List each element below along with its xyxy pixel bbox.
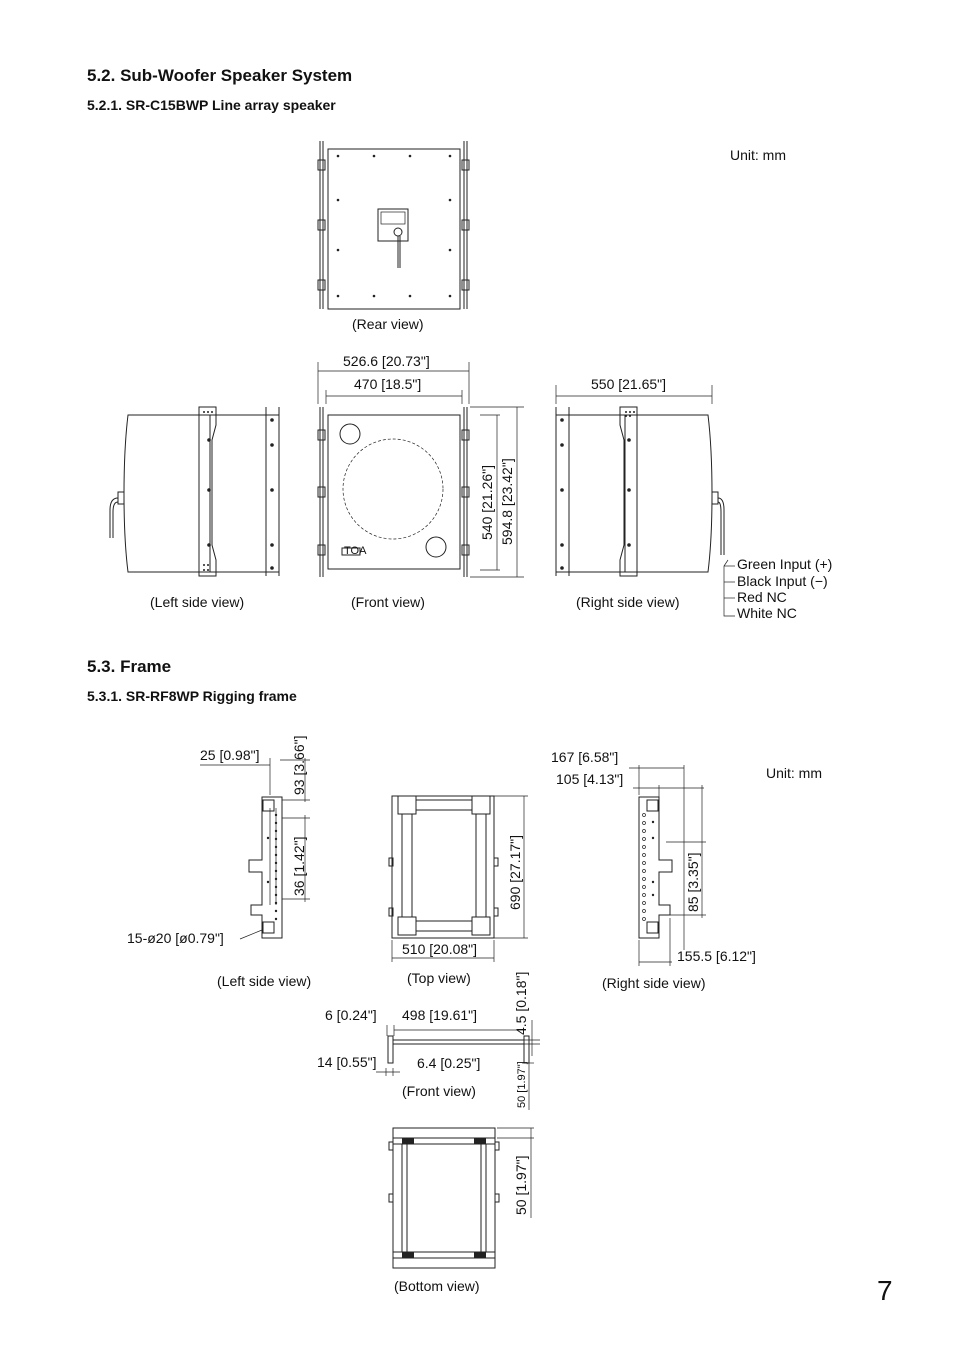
dim-label-36: 36 [1.42"] [291, 836, 307, 896]
frame-top-view-label: (Top view) [407, 970, 471, 986]
dim-label-470: 470 [18.5"] [354, 376, 422, 392]
left-side-view-label: (Left side view) [150, 594, 245, 610]
dim-label-155: 155.5 [6.12"] [677, 948, 756, 964]
dim-label-25: 25 [0.98"] [200, 747, 260, 763]
speaker-front-view-drawing [318, 407, 469, 577]
dim-label-50b: 50 [1.97"] [513, 1155, 529, 1215]
dim-label-690: 690 [27.17"] [507, 834, 523, 910]
dim-label-498: 498 [19.61"] [402, 1007, 478, 1023]
dim-label-50a: 50 [1.97"] [516, 1061, 528, 1108]
dim-label-594: 594.8 [23.42"] [499, 458, 515, 545]
frame-left-side-view-drawing [200, 736, 310, 939]
dim-label-85: 85 [3.35"] [685, 852, 701, 912]
dim-label-4-5: 4.5 [0.18"] [513, 971, 529, 1035]
frame-bottom-view-drawing [389, 1128, 534, 1268]
dim-label-526: 526.6 [20.73"] [343, 353, 430, 369]
wire-label-black: Black Input (−) [737, 573, 828, 589]
speaker-height-dimensions [470, 407, 524, 577]
rear-view-label: (Rear view) [352, 316, 424, 332]
dim-label-14: 14 [0.55"] [317, 1054, 377, 1070]
wire-label-red: Red NC [737, 589, 787, 605]
dim-label-550: 550 [21.65"] [591, 376, 667, 392]
frame-left-side-view-label: (Left side view) [217, 973, 312, 989]
dim-label-6: 6 [0.24"] [325, 1007, 377, 1023]
section-subtitle-rigging-frame: 5.3.1. SR-RF8WP Rigging frame [87, 688, 297, 704]
dim-label-holes: 15-ø20 [ø0.79"] [127, 930, 224, 946]
frame-right-side-view-label: (Right side view) [602, 975, 706, 991]
frame-right-side-view-drawing [629, 765, 706, 966]
frame-front-view-label: (Front view) [402, 1083, 476, 1099]
frame-bottom-view-label: (Bottom view) [394, 1278, 480, 1294]
dim-label-540: 540 [21.26"] [479, 464, 495, 540]
dim-label-510: 510 [20.08"] [402, 941, 478, 957]
speaker-right-side-view-drawing [556, 385, 735, 616]
speaker-left-side-view-drawing [110, 407, 279, 576]
page-number: 7 [877, 1275, 893, 1306]
wire-label-green: Green Input (+) [737, 556, 833, 572]
unit-label-top: Unit: mm [730, 147, 786, 163]
front-view-label: (Front view) [351, 594, 425, 610]
unit-label-bottom: Unit: mm [766, 765, 822, 781]
frame-top-view-drawing [389, 796, 528, 962]
wire-label-white: White NC [737, 605, 797, 621]
section-title-frame: 5.3. Frame [87, 657, 172, 676]
speaker-rear-view-drawing [318, 141, 469, 309]
dim-label-6-4: 6.4 [0.25"] [417, 1055, 481, 1071]
svg-text:TOA: TOA [344, 545, 367, 557]
dim-label-105: 105 [4.13"] [556, 771, 624, 787]
section-title-subwoofer: 5.2. Sub-Woofer Speaker System [87, 66, 353, 85]
right-side-view-label: (Right side view) [576, 594, 680, 610]
section-subtitle-line-array: 5.2.1. SR-C15BWP Line array speaker [87, 97, 336, 113]
dim-label-167: 167 [6.58"] [551, 749, 619, 765]
dim-label-93: 93 [3.66"] [291, 735, 307, 795]
